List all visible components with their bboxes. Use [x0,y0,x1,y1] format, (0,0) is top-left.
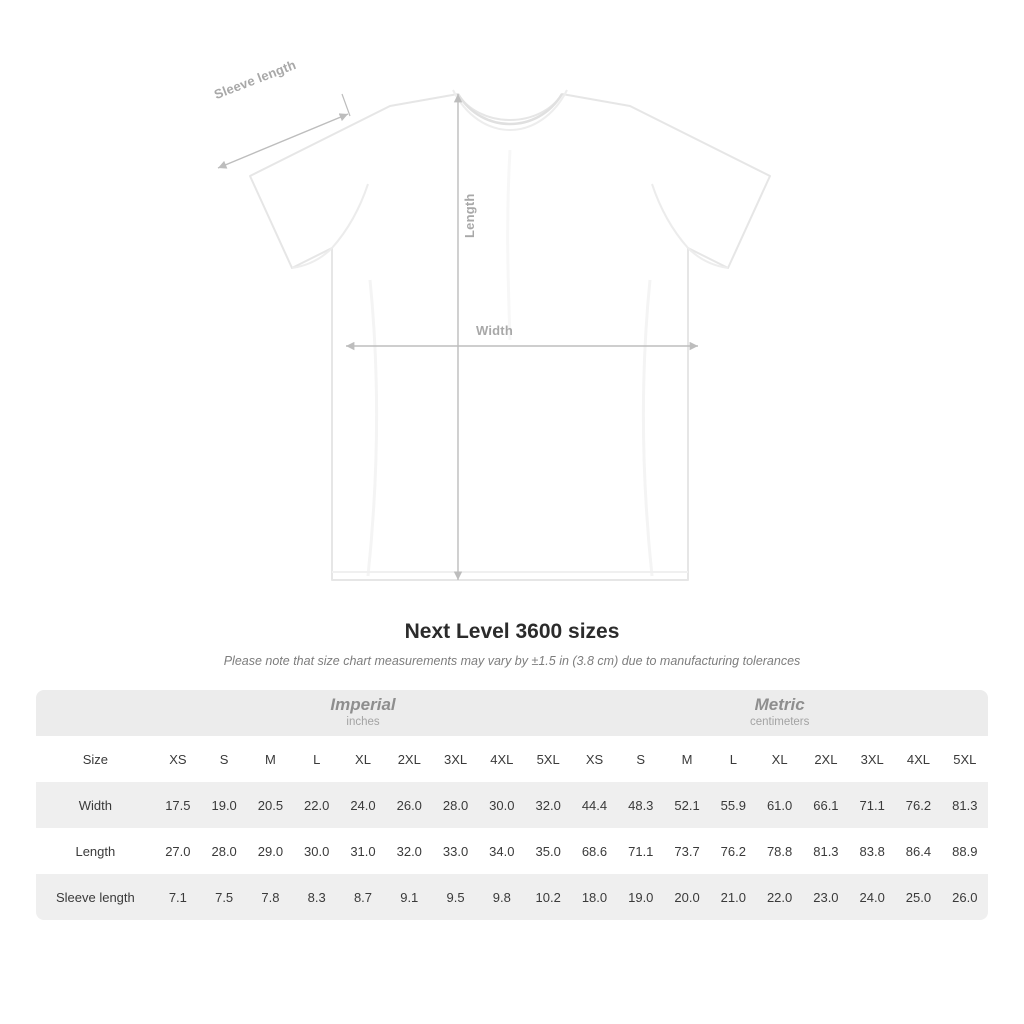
cell-length-3: 30.0 [294,828,340,874]
cell-sleeve-10: 19.0 [618,874,664,920]
system-metric [571,690,988,736]
width-label: Width [476,323,513,338]
cell-sleeve-3: 8.3 [294,874,340,920]
cell-width-7: 30.0 [479,782,525,828]
cell-width-10: 48.3 [618,782,664,828]
cell-width-11: 52.1 [664,782,710,828]
size-col-4: XL [340,736,386,782]
cell-length-12: 76.2 [710,828,756,874]
size-col-11: M [664,736,710,782]
size-col-3: L [294,736,340,782]
size-col-16: 4XL [895,736,941,782]
size-col-12: L [710,736,756,782]
cell-length-4: 31.0 [340,828,386,874]
cell-sleeve-8: 10.2 [525,874,571,920]
system-metric-unit: centimeters [749,716,810,729]
cell-width-6: 28.0 [432,782,478,828]
system-metric-name: Metric [754,694,805,714]
size-col-9: XS [571,736,617,782]
cell-sleeve-6: 9.5 [432,874,478,920]
cell-sleeve-16: 25.0 [895,874,941,920]
size-col-13: XL [756,736,802,782]
table-row [36,874,988,920]
size-header-label: Size [36,736,155,782]
system-header-row [36,690,988,736]
cell-length-16: 86.4 [895,828,941,874]
cell-width-1: 19.0 [201,782,247,828]
size-col-17: 5XL [942,736,988,782]
length-label: Length [462,193,477,238]
cell-sleeve-17: 26.0 [942,874,988,920]
cell-sleeve-2: 7.8 [247,874,293,920]
title-block [0,620,1024,668]
cell-length-17: 88.9 [942,828,988,874]
cell-length-5: 32.0 [386,828,432,874]
cell-length-11: 73.7 [664,828,710,874]
size-col-1: S [201,736,247,782]
cell-length-7: 34.0 [479,828,525,874]
cell-length-0: 27.0 [155,828,201,874]
cell-length-8: 35.0 [525,828,571,874]
cell-sleeve-12: 21.0 [710,874,756,920]
table-row [36,828,988,874]
cell-sleeve-15: 24.0 [849,874,895,920]
cell-width-14: 66.1 [803,782,849,828]
cell-width-5: 26.0 [386,782,432,828]
cell-length-2: 29.0 [247,828,293,874]
cell-width-16: 76.2 [895,782,941,828]
tolerance-note: Please note that size chart measurements may vary by ±1.5 in (3.8 cm) due to manufacturing tolerances [223,654,801,668]
cell-width-15: 71.1 [849,782,895,828]
cell-sleeve-14: 23.0 [803,874,849,920]
cell-width-8: 32.0 [525,782,571,828]
size-col-6: 3XL [432,736,478,782]
cell-sleeve-7: 9.8 [479,874,525,920]
system-imperial-name: Imperial [330,694,396,714]
cell-width-17: 81.3 [942,782,988,828]
row-label-width: Width [36,782,155,828]
table-row [36,782,988,828]
size-col-10: S [618,736,664,782]
cell-width-13: 61.0 [756,782,802,828]
cell-length-1: 28.0 [201,828,247,874]
size-table-area [0,690,1024,920]
size-col-15: 3XL [849,736,895,782]
page-title: Next Level 3600 sizes [404,620,620,643]
row-label-length: Length [36,828,155,874]
cell-sleeve-11: 20.0 [664,874,710,920]
size-col-14: 2XL [803,736,849,782]
cell-width-12: 55.9 [710,782,756,828]
sleeve-guide-tick [342,94,350,116]
cell-sleeve-5: 9.1 [386,874,432,920]
cell-sleeve-4: 8.7 [340,874,386,920]
size-col-7: 4XL [479,736,525,782]
cell-length-6: 33.0 [432,828,478,874]
cell-sleeve-9: 18.0 [571,874,617,920]
cell-width-2: 20.5 [247,782,293,828]
size-header-row [36,736,988,782]
cell-length-13: 78.8 [756,828,802,874]
size-col-5: 2XL [386,736,432,782]
cell-width-3: 22.0 [294,782,340,828]
row-label-sleeve-length: Sleeve length [36,874,155,920]
cell-length-9: 68.6 [571,828,617,874]
cell-length-14: 81.3 [803,828,849,874]
size-col-2: M [247,736,293,782]
cell-length-10: 71.1 [618,828,664,874]
cell-sleeve-1: 7.5 [201,874,247,920]
size-chart-table [36,690,988,920]
system-imperial-unit: inches [346,716,380,729]
cell-length-15: 83.8 [849,828,895,874]
sleeve-length-label: Sleeve length [212,57,299,103]
system-imperial [155,690,572,736]
cell-sleeve-0: 7.1 [155,874,201,920]
cell-sleeve-13: 22.0 [756,874,802,920]
cell-width-9: 44.4 [571,782,617,828]
size-col-0: XS [155,736,201,782]
size-col-8: 5XL [525,736,571,782]
cell-width-0: 17.5 [155,782,201,828]
system-header-blank [36,690,155,736]
cell-width-4: 24.0 [340,782,386,828]
